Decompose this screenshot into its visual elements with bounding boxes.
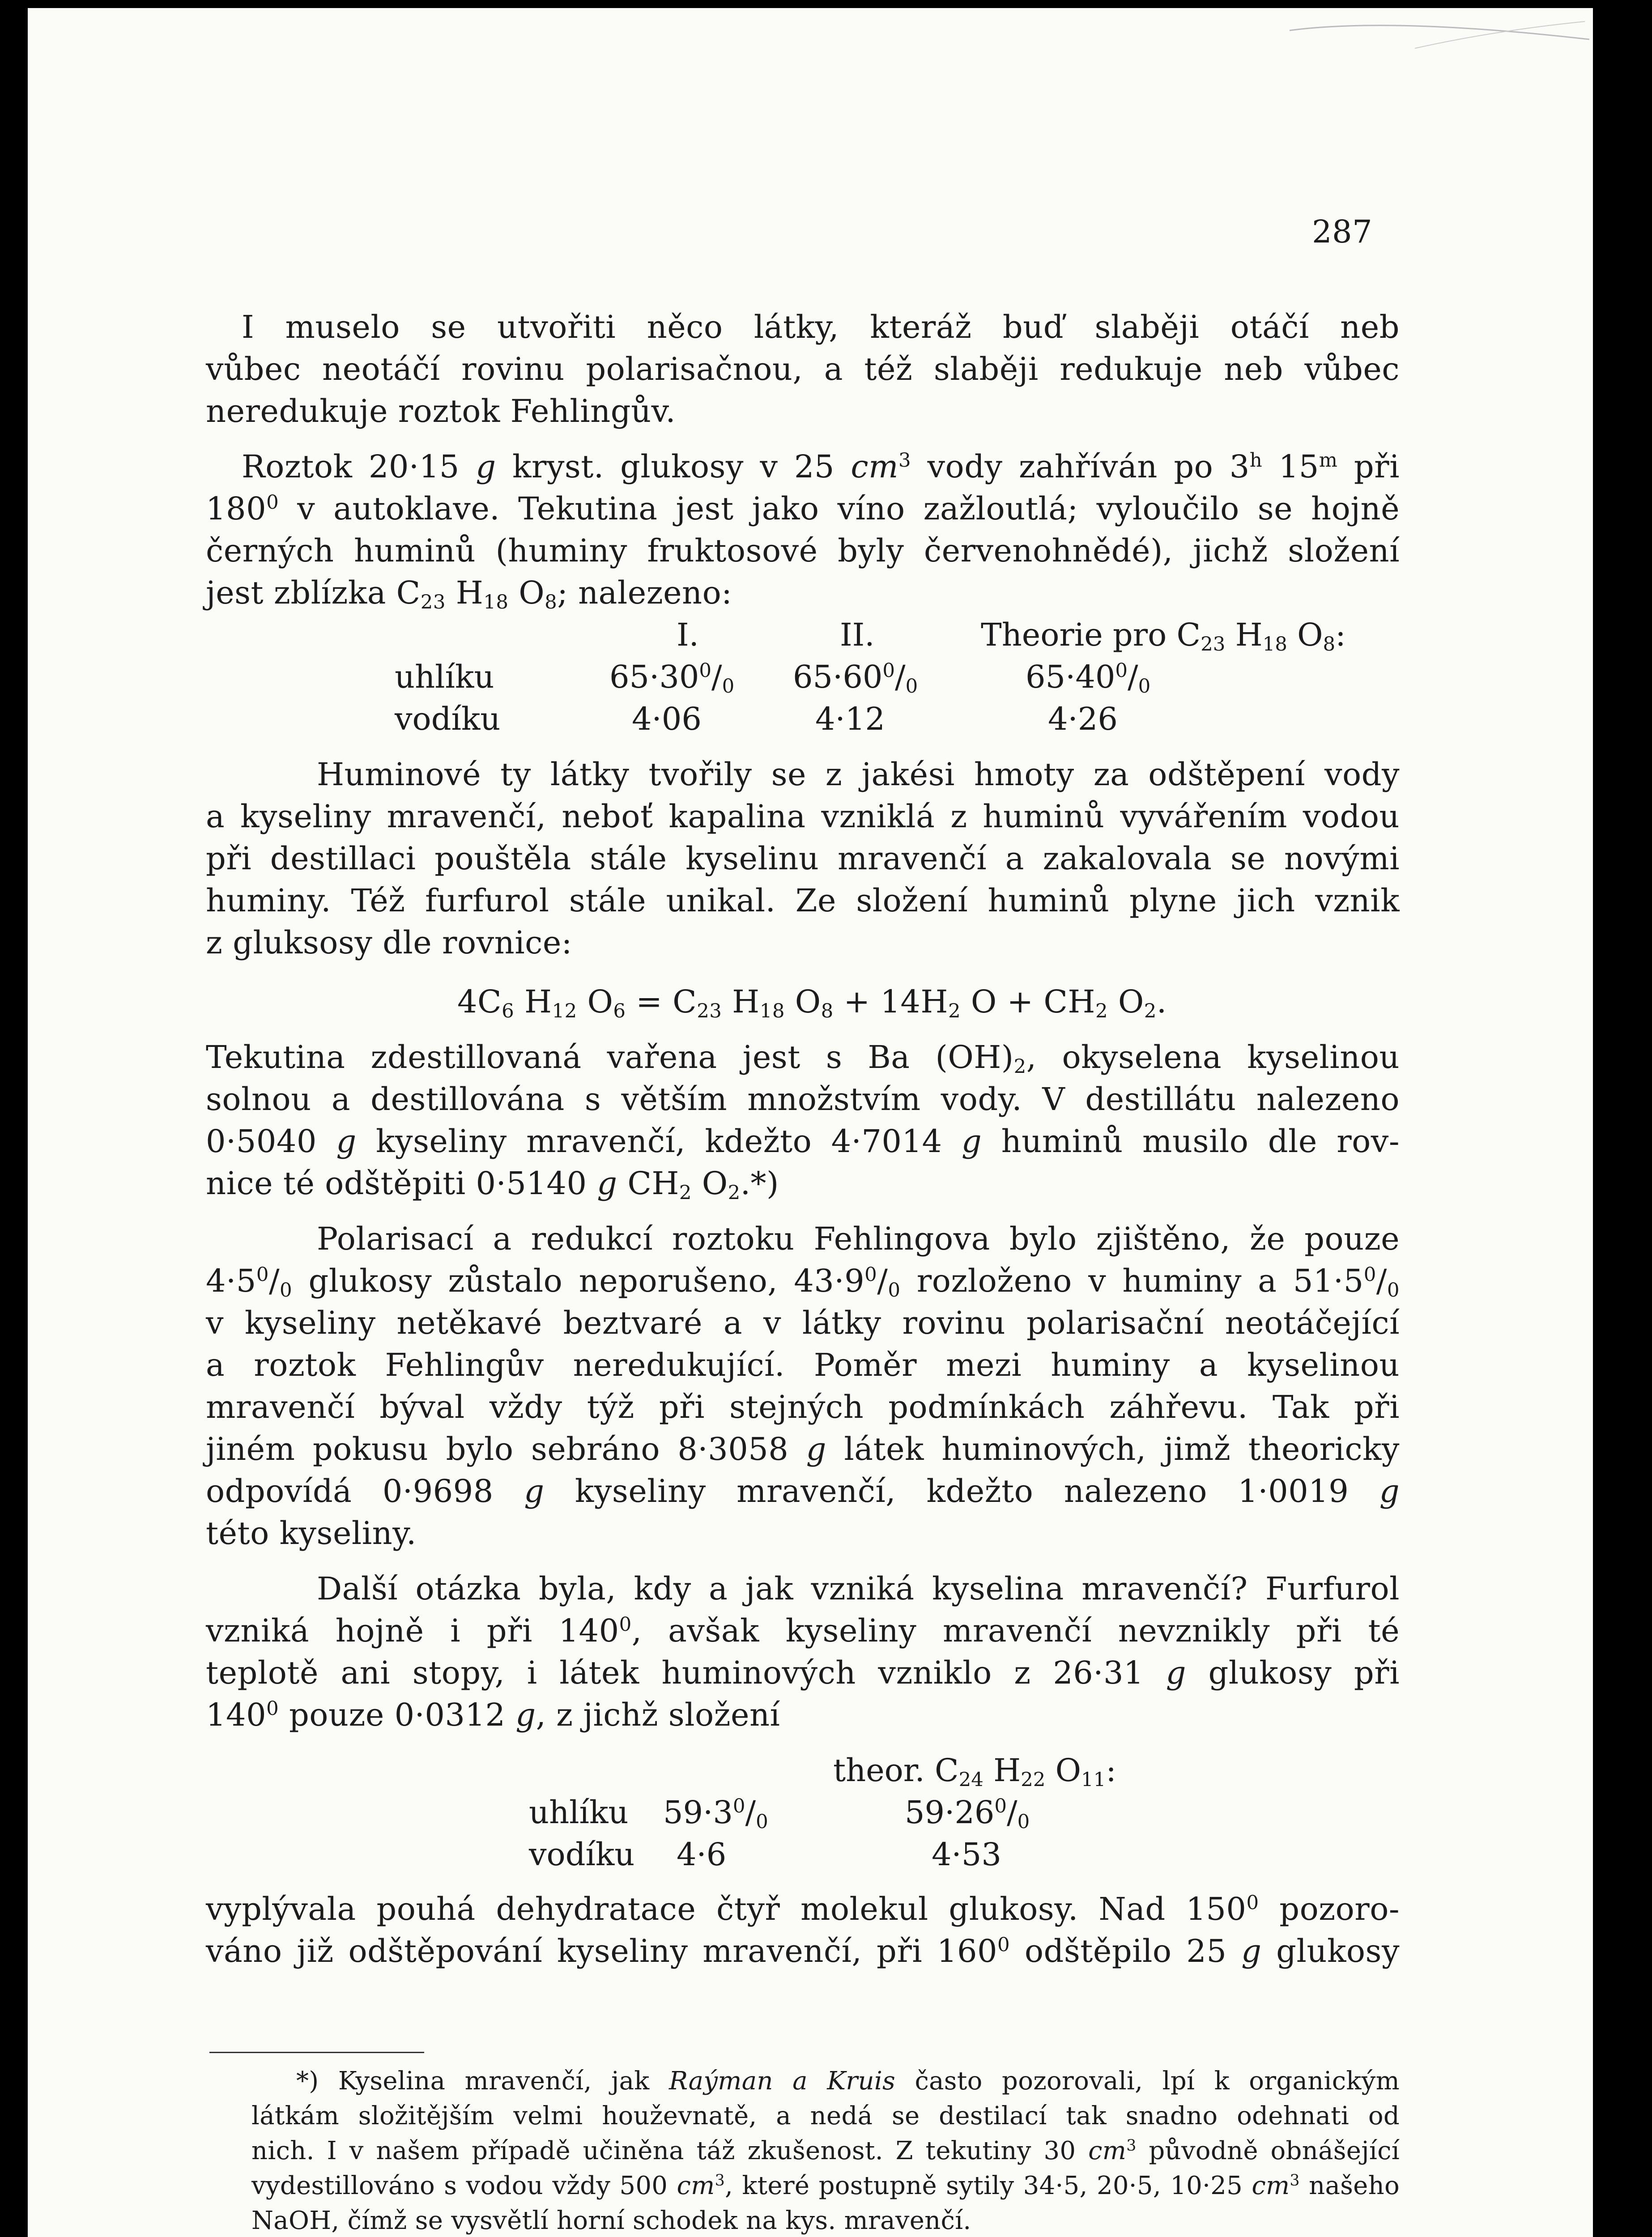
- page-binding-edge: [1593, 0, 1652, 2237]
- text-line: Další otázka byla, kdy a jak vzniká kyselina mravenčí? Furfurol: [317, 1570, 1400, 1607]
- text-line: v kyseliny netěkavé beztvaré a v látky rovinu polarisační neotáčející: [206, 1305, 1400, 1341]
- table-header: theor. $C_{24}$ $H_{22}$ $O_{11}$:: [833, 1752, 1116, 1791]
- table-cell: $65\cdot 40^0/_0$: [1026, 659, 1151, 697]
- table-cell: $59\cdot 26^0/_0$: [905, 1794, 1030, 1833]
- book-page: [28, 8, 1612, 2237]
- text-line: nice té odštěpiti 0·5140 g $CH_2$ $O_2.*$): [206, 1165, 779, 1204]
- table-cell: 4·06: [632, 701, 702, 737]
- table-cell: 4·53: [932, 1836, 1001, 1873]
- row-label: uhlíku: [529, 1794, 629, 1831]
- text-line: I muselo se utvořiti něco látky, kteráž buď slaběji otáčí neb: [242, 309, 1400, 345]
- footnote-rule: [209, 2052, 424, 2053]
- text-line: váno již odštěpování kyseliny mravenčí, při $160^0$ odštěpilo 25 g glukosy: [206, 1933, 1400, 1969]
- footnote-line: NaOH, čímž se vysvětlí horní schodek na kys. mravenčí.: [251, 2206, 971, 2235]
- text-line: odpovídá 0·9698 g kyseliny mravenčí, kdežto nalezeno 1·0019 g: [206, 1473, 1400, 1510]
- footnote-line: nich. I v našem případě učiněna táž zkušenost. Z tekutiny 30 $cm^3$ původně obnášející: [251, 2136, 1400, 2165]
- footnote-line: látkám složitějším velmi houževnatě, a nedá se destilací tak snadno odehnati od: [251, 2101, 1400, 2131]
- text-line: mravenčí býval vždy týž při stejných podmínkách záhřevu. Tak při: [206, 1389, 1400, 1425]
- text-line: neredukuje roztok Fehlingův.: [206, 393, 676, 430]
- footnote-line: *) Kyselina mravenčí, jak Raýman a Kruis často pozorovali, lpí k organickým: [296, 2067, 1400, 2096]
- text-line: jiném pokusu bylo sebráno 8·3058 g látek huminových, jimž theoricky: [206, 1431, 1400, 1467]
- text-line: černých huminů (huminy fruktosové byly červenohnědé), jichž složení: [206, 532, 1400, 569]
- table-cell: 4·12: [815, 701, 885, 737]
- text-line: $4\cdot 5^0/_0$ glukosy zůstalo neporušeno, $43\cdot 9^0/_0$ rozloženo v huminy a $51\cdot 5^0/_0$: [206, 1263, 1400, 1301]
- footnote-line: vydestillováno s vodou vždy 500 $cm^3$, které postupně sytily 34·5, 20·5, 10·25 $cm^3$ našeho: [251, 2171, 1400, 2200]
- text-line: solnou a destillována s větším množstvím vody. V destillátu nalezeno: [206, 1081, 1400, 1118]
- text-line: teplotě ani stopy, i látek huminových vzniklo z 26·31 g glukosy při: [206, 1654, 1400, 1691]
- text-line: huminy. Též furfurol stále unikal. Ze složení huminů plyne jich vznik: [206, 882, 1400, 919]
- text-line: Huminové ty látky tvořily se z jakési hmoty za odštěpení vody: [317, 756, 1400, 793]
- table-cell: $65\cdot 30^0/_0$: [609, 659, 735, 697]
- text-line: a kyseliny mravenčí, neboť kapalina vzniklá z huminů vyvářením vodou: [206, 798, 1400, 835]
- text-line: vyplývala pouhá dehydratace čtyř molekul glukosy. Nad $150^0$ pozoro-: [206, 1891, 1400, 1927]
- chemical-equation: $4C_6$ $H_{12}$ $O_6 = C_{23}$ $H_{18}$ $O_8 + 14H_2$ $O + CH_2$ $O_2$.: [457, 983, 1167, 1022]
- text-line: vůbec neotáčí rovinu polarisačnou, a též slaběji redukuje neb vůbec: [206, 351, 1400, 387]
- row-label: vodíku: [529, 1836, 635, 1873]
- text-line: a roztok Fehlingův neredukující. Poměr mezi huminy a kyselinou: [206, 1347, 1400, 1383]
- text-line: z gluksosy dle rovnice:: [206, 924, 572, 961]
- table-header: I.: [677, 617, 699, 653]
- row-label: uhlíku: [395, 659, 494, 695]
- text-line: Polarisací a redukcí roztoku Fehlingova bylo zjištěno, že pouze: [317, 1221, 1400, 1257]
- table-cell: $65\cdot 60^0/_0$: [793, 659, 918, 697]
- page-corner-scratch: [1281, 13, 1594, 53]
- text-line: Tekutina zdestillovaná vařena jest s Ba $(OH)_2$, okyselena kyselinou: [206, 1039, 1400, 1078]
- table-cell: $59\cdot 3^0/_0$: [663, 1794, 768, 1833]
- table-header: II.: [840, 617, 875, 653]
- text-line: této kyseliny.: [206, 1515, 417, 1552]
- text-line: 0·5040 g kyseliny mravenčí, kdežto 4·7014 g huminů musilo dle rov-: [206, 1123, 1400, 1160]
- table-header: Theorie pro $C_{23}$ $H_{18}$ $O_8$:: [981, 617, 1346, 655]
- text-line: vzniká hojně i při $140^0$, avšak kyseliny mravenčí nevznikly při té: [206, 1612, 1400, 1649]
- table-cell: 4·6: [677, 1836, 727, 1873]
- page-number: 287: [1312, 213, 1373, 250]
- row-label: vodíku: [395, 701, 501, 737]
- text-line: jest zblízka $C_{23}$ $H_{18}$ $O_8$; nalezeno:: [206, 574, 732, 613]
- text-line: při destillaci pouštěla stále kyselinu mravenčí a zakalovala se novými: [206, 840, 1400, 877]
- text-line: $180^0$ v autoklave. Tekutina jest jako víno zažloutlá; vyloučilo se hojně: [206, 490, 1400, 527]
- text-line: $140^0$ pouze 0·0312 g, z jichž složení: [206, 1697, 780, 1733]
- table-cell: 4·26: [1048, 701, 1118, 737]
- text-line: Roztok 20·15 g kryst. glukosy v 25 $cm^3$ vody zahříván po 3$^h$ 15$^m$ při: [242, 448, 1400, 485]
